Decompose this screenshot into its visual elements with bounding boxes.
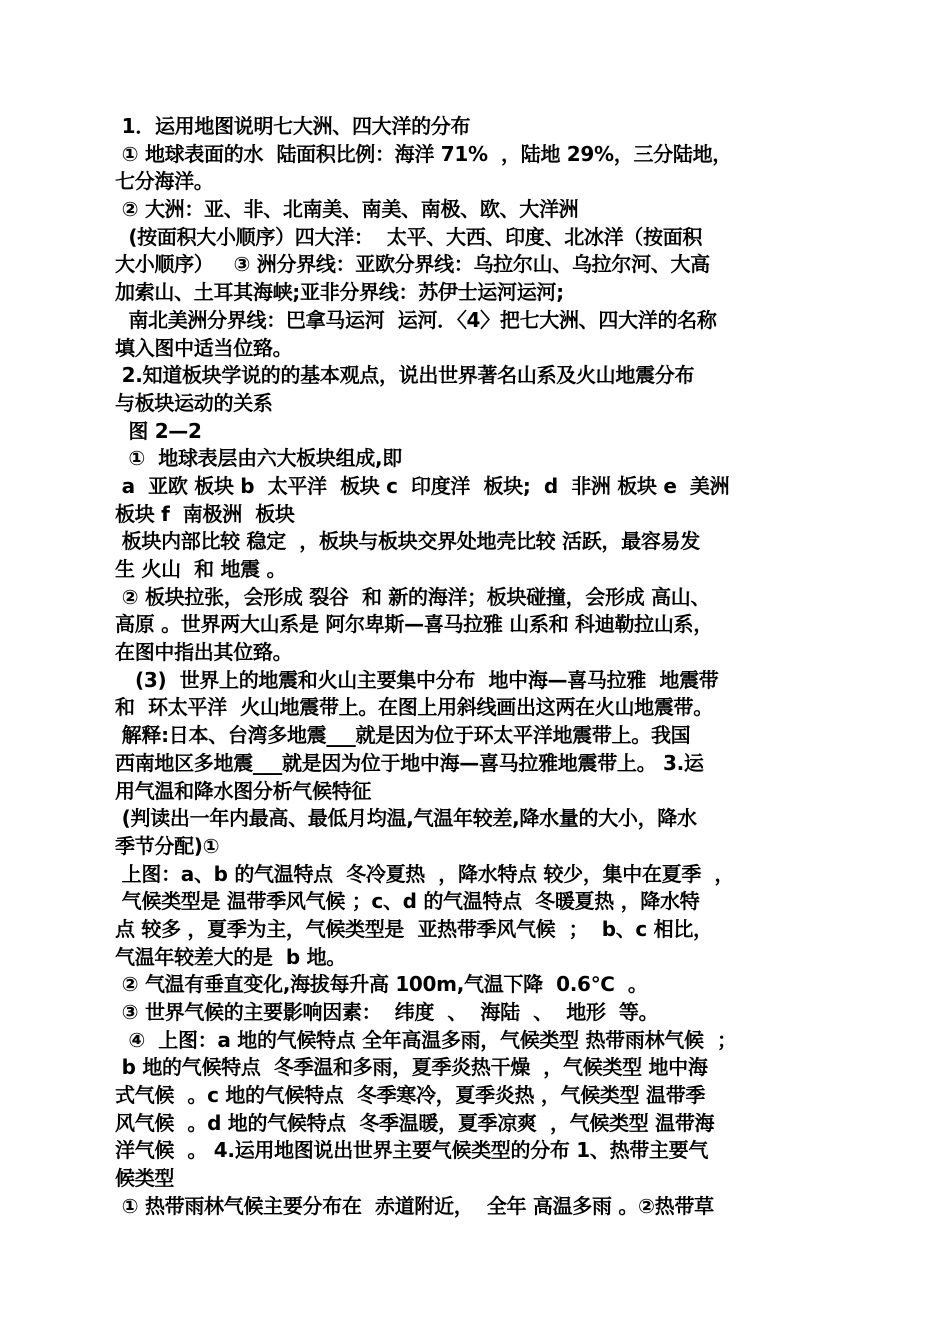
text-line: 加索山、土耳其海峡;亚非分界线：苏伊士运河运河; <box>115 280 564 305</box>
text-line: 板块内部比较 稳定 ，板块与板块交界处地壳比较 活跃，最容易发 <box>115 529 700 554</box>
text-line: ① 地球表层由六大板块组成,即 <box>115 446 402 471</box>
text-line: ③ 世界气候的主要影响因素： 纬度 、 海陆 、 地形 等。 <box>115 1000 659 1024</box>
text-line: (3) 世界上的地震和火山主要集中分布 地中海—喜马拉雅 地震带 <box>115 667 719 692</box>
text-line: 点 较多 ，夏季为主，气候类型是 亚热带季风气候 ； b、c 相比， <box>115 916 713 941</box>
text-line: 板块 f 南极洲 板块 <box>115 501 295 526</box>
text-line: ① 热带雨林气候主要分布在 赤道附近， 全年 高温多雨 。②热带草 <box>115 1193 714 1218</box>
text-line: 1．运用地图说明七大洲、四大洋的分布 <box>115 114 471 138</box>
text-line: ② 气温有垂直变化,海拔每升高 100m,气温下降 0.6℃ 。 <box>115 972 648 997</box>
text-line: 解释:日本、台湾多地震___就是因为位于环太平洋地震带上。我国 <box>115 723 691 748</box>
text-line: a 亚欧 板块 b 太平洋 板块 c 印度洋 板块; d 非洲 板块 e 美洲 <box>115 473 730 498</box>
text-line: (按面积大小顺序）四大洋： 太平、大西、印度、北冰洋（按面积 <box>115 224 703 249</box>
text-line: 气候类型是 温带季风气候 ；c、d 的气温特点 冬暖夏热 ，降水特 <box>115 889 700 914</box>
text-line: 候类型 <box>115 1166 175 1191</box>
text-line: b 地的气候特点 冬季温和多雨，夏季炎热干燥 ，气候类型 地中海 <box>115 1055 708 1080</box>
document-body <box>115 113 840 1221</box>
text-line: 图 2—2 <box>115 418 202 443</box>
text-line: 和 环太平洋 火山地震带上。在图上用斜线画出这两在火山地震带。 <box>115 695 713 720</box>
text-line: 南北美洲分界线：巴拿马运河 运河．〈4〉把七大洲、四大洋的名称 <box>115 307 717 332</box>
text-line: ① 地球表面的水 陆面积比例：海洋 71% ，陆地 29%，三分陆地， <box>115 141 732 166</box>
text-line: 风气候 。d 地的气候特点 冬季温暖，夏季凉爽 ，气候类型 温带海 <box>115 1110 715 1135</box>
text-line: 与板块运动的关系 <box>115 390 273 415</box>
text-line: 大小顺序） ③ 洲分界线：亚欧分界线：乌拉尔山、乌拉尔河、大高 <box>115 252 710 277</box>
text-line: 上图：a、b 的气温特点 冬冷夏热 ，降水特点 较少，集中在夏季 ， <box>115 861 735 886</box>
text-line: 季节分配)① <box>115 833 220 858</box>
text-line: ② 大洲：亚、非、北南美、南美、南极、欧、大洋洲 <box>115 197 579 222</box>
text-line: 西南地区多地震___就是因为位于地中海—喜马拉雅地震带上。 3.运 <box>115 750 704 775</box>
text-line: (判读出一年内最高、最低月均温,气温年较差,降水量的大小，降水 <box>115 806 697 831</box>
text-line: 用气温和降水图分析气候特征 <box>115 778 372 803</box>
text-line: 气温年较差大的是 b 地。 <box>115 944 347 969</box>
text-line: 在图中指出其位臵。 <box>115 640 293 665</box>
text-line: 高原 。世界两大山系是 阿尔卑斯—喜马拉雅 山系和 科迪勒拉山系， <box>115 612 713 637</box>
text-line: 洋气候 。 4.运用地图说出世界主要气候类型的分布 1、热带主要气 <box>115 1138 709 1163</box>
text-line: 生 火山 和 地震 。 <box>115 557 287 581</box>
text-line: ④ 上图：a 地的气候特点 全年高温多雨，气候类型 热带雨林气候 ； <box>115 1027 737 1052</box>
text-line: 七分海洋。 <box>115 169 214 194</box>
text-line: 式气候 。c 地的气候特点 冬季寒冷，夏季炎热 ，气候类型 温带季 <box>115 1083 706 1108</box>
text-line: ② 板块拉张，会形成 裂谷 和 新的海洋；板块碰撞，会形成 高山、 <box>115 584 711 609</box>
text-line: 填入图中适当位臵。 <box>115 335 293 360</box>
text-line: 2.知道板块学说的的基本观点，说出世界著名山系及火山地震分布 <box>115 363 695 388</box>
